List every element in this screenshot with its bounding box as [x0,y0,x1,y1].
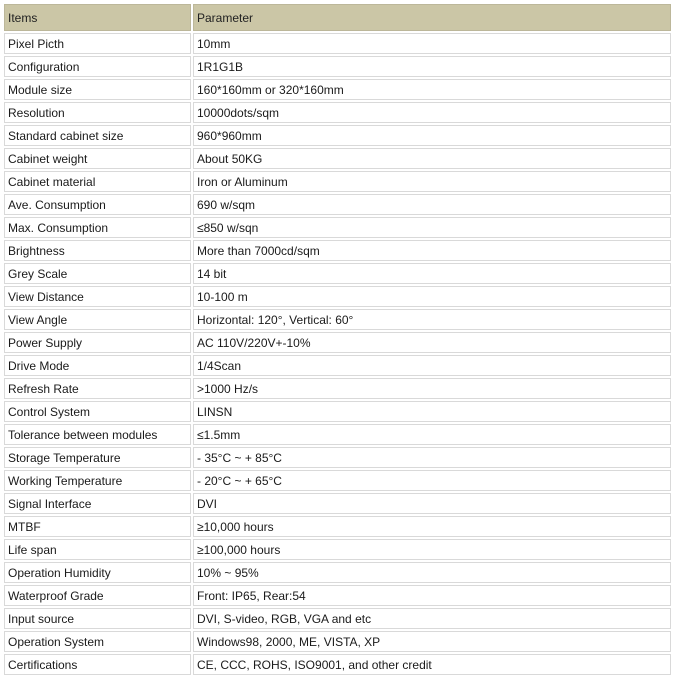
item-cell: Refresh Rate [4,378,191,399]
item-cell: Operation Humidity [4,562,191,583]
table-row [4,355,671,376]
item-cell: Ave. Consumption [4,194,191,215]
spec-table-body [4,33,671,675]
header-parameter: Parameter [193,4,671,31]
header-items: Items [4,4,191,31]
parameter-cell: 10000dots/sqm [193,102,671,123]
parameter-cell: LINSN [193,401,671,422]
item-cell: Control System [4,401,191,422]
table-row [4,56,671,77]
parameter-cell: - 20°C ~ + 65°C [193,470,671,491]
item-cell: Waterproof Grade [4,585,191,606]
table-row [4,286,671,307]
table-row [4,332,671,353]
parameter-cell: Horizontal: 120°, Vertical: 60° [193,309,671,330]
item-cell: Working Temperature [4,470,191,491]
parameter-cell: 960*960mm [193,125,671,146]
item-cell: Tolerance between modules [4,424,191,445]
item-cell: MTBF [4,516,191,537]
table-row [4,401,671,422]
parameter-cell: About 50KG [193,148,671,169]
item-cell: Storage Temperature [4,447,191,468]
parameter-cell: ≤1.5mm [193,424,671,445]
item-cell: Max. Consumption [4,217,191,238]
item-cell: Life span [4,539,191,560]
parameter-cell: Front: IP65, Rear:54 [193,585,671,606]
table-row [4,424,671,445]
item-cell: Cabinet weight [4,148,191,169]
parameter-cell: 10mm [193,33,671,54]
parameter-cell: More than 7000cd/sqm [193,240,671,261]
table-row [4,102,671,123]
table-row [4,240,671,261]
item-cell: Brightness [4,240,191,261]
parameter-cell: CE, CCC, ROHS, ISO9001, and other credit [193,654,671,675]
table-row [4,217,671,238]
item-cell: Operation System [4,631,191,652]
table-row [4,171,671,192]
table-row [4,378,671,399]
item-cell: Input source [4,608,191,629]
item-cell: Signal Interface [4,493,191,514]
table-row [4,79,671,100]
item-cell: Grey Scale [4,263,191,284]
parameter-cell: ≥10,000 hours [193,516,671,537]
parameter-cell: 690 w/sqm [193,194,671,215]
item-cell: Resolution [4,102,191,123]
parameter-cell: ≥100,000 hours [193,539,671,560]
table-row [4,33,671,54]
parameter-cell: DVI, S-video, RGB, VGA and etc [193,608,671,629]
parameter-cell: 14 bit [193,263,671,284]
table-row [4,263,671,284]
parameter-cell: 1/4Scan [193,355,671,376]
table-row [4,631,671,652]
item-cell: View Angle [4,309,191,330]
item-cell: Cabinet material [4,171,191,192]
table-row [4,516,671,537]
item-cell: Configuration [4,56,191,77]
spec-table [2,2,673,677]
parameter-cell: 1R1G1B [193,56,671,77]
table-row [4,562,671,583]
parameter-cell: AC 110V/220V+-10% [193,332,671,353]
table-row [4,125,671,146]
table-row [4,608,671,629]
parameter-cell: - 35°C ~ + 85°C [193,447,671,468]
item-cell: Pixel Picth [4,33,191,54]
parameter-cell: DVI [193,493,671,514]
item-cell: View Distance [4,286,191,307]
parameter-cell: >1000 Hz/s [193,378,671,399]
table-row [4,148,671,169]
item-cell: Drive Mode [4,355,191,376]
header-row [4,4,671,31]
table-row [4,309,671,330]
parameter-cell: 10-100 m [193,286,671,307]
table-row [4,447,671,468]
parameter-cell: ≤850 w/sqn [193,217,671,238]
item-cell: Certifications [4,654,191,675]
table-row [4,539,671,560]
parameter-cell: 10% ~ 95% [193,562,671,583]
table-row [4,493,671,514]
table-row [4,585,671,606]
table-row [4,470,671,491]
table-row [4,194,671,215]
item-cell: Power Supply [4,332,191,353]
parameter-cell: Iron or Aluminum [193,171,671,192]
item-cell: Standard cabinet size [4,125,191,146]
item-cell: Module size [4,79,191,100]
parameter-cell: Windows98, 2000, ME, VISTA, XP [193,631,671,652]
table-row [4,654,671,675]
parameter-cell: 160*160mm or 320*160mm [193,79,671,100]
